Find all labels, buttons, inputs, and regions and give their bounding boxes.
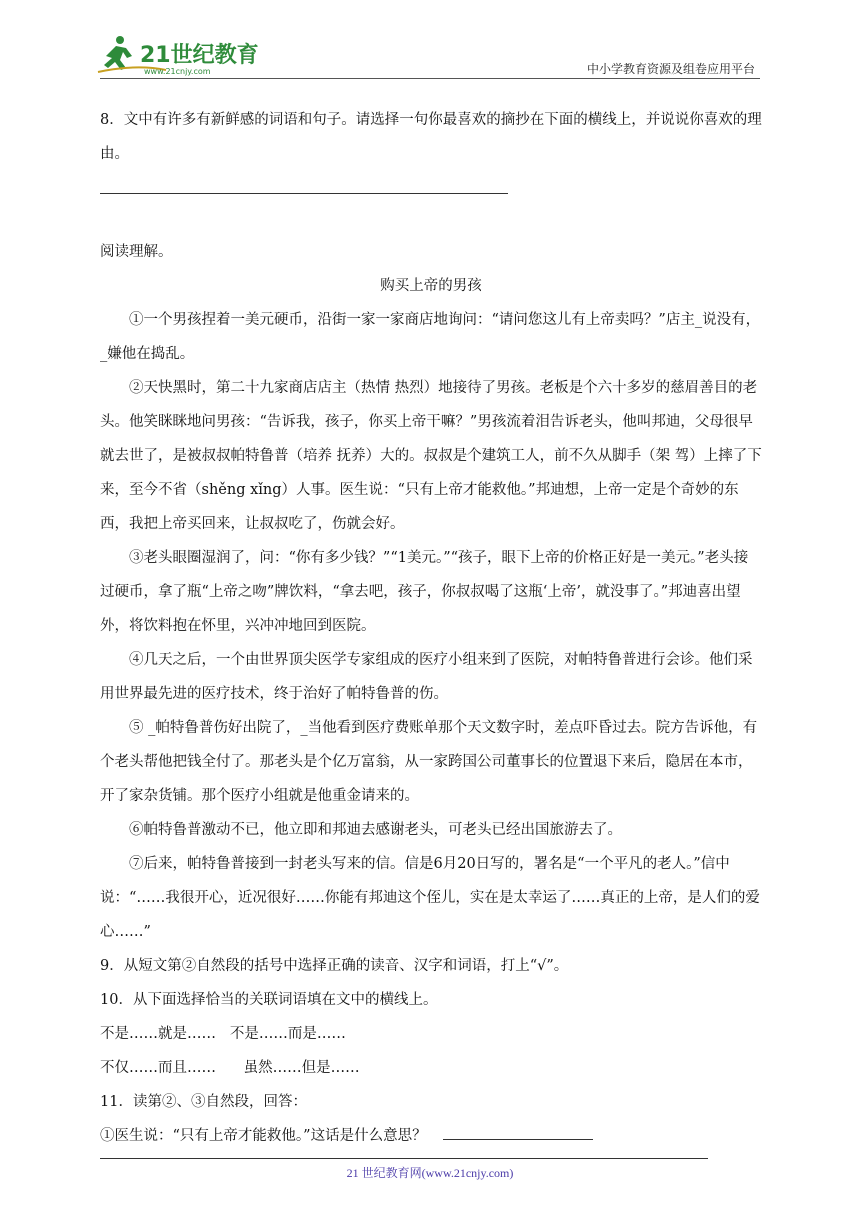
question-10: 10．从下面选择恰当的关联词语填在文中的横线上。 — [100, 992, 438, 1008]
page-footer: 21 世纪教育网(www.21cnjy.com) — [346, 1166, 514, 1180]
passage-paragraph-4: ④几天之后，一个由世界顶尖医学专家组成的医疗小组来到了医院，对帕特鲁普进行会诊。他们采用世界最先进的医疗技术，终于治好了帕特鲁普的伤。 — [100, 652, 753, 702]
passage-title: 购买上帝的男孩 — [380, 278, 482, 294]
footer-divider — [100, 1158, 708, 1159]
spacer — [100, 205, 762, 235]
svg-text:21世纪教育: 21世纪教育 — [140, 43, 259, 68]
reading-intro: 阅读理解。 — [100, 244, 173, 260]
passage-paragraph-2: ②天快黑时，第二十九家商店店主（热情 热烈）地接待了男孩。老板是个六十多岁的慈眉善目的老头。他笑眯眯地问男孩：“告诉我，孩子，你买上帝干嘛？”男孩流着泪告诉老头，他叫邦迪，父母很早就去世了，是被叔叔帕特鲁普（培养 抚养）大的。叔叔是个建筑工人，前不久从脚手（架 驾）上摔了下来，至今不省（shěng xǐng）人事。医生说：“只有上帝才能救他。”邦迪想，上帝一定是个奇妙的东西，我把上帝买回来，让叔叔吃了，伤就会好。 — [100, 380, 762, 532]
page-header — [0, 0, 860, 80]
site-logo — [96, 34, 261, 78]
passage-paragraph-1: ①一个男孩捏着一美元硬币，沿街一家一家商店地询问：“请问您这儿有上帝卖吗？”店主_说没有，_嫌他在捣乱。 — [100, 312, 761, 362]
worksheet-content — [100, 103, 762, 1153]
header-divider — [100, 78, 760, 79]
conjunction-options-row-1: 不是……就是…… 不是……而是…… — [100, 1026, 346, 1042]
question-11-sub-1-text: ①医生说：“只有上帝才能救他。”这话是什么意思？ — [100, 1128, 427, 1144]
svg-text:www.21cnjy.com: www.21cnjy.com — [144, 67, 211, 76]
passage-paragraph-3: ③老头眼圈湿润了，问：“你有多少钱？”“1美元。”“孩子，眼下上帝的价格正好是一美元。”老头接过硬币，拿了瓶“上帝之吻”牌饮料，“拿去吧，孩子，你叔叔喝了这瓶‘上帝’，就没事了。”邦迪喜出望外，将饮料抱在怀里，兴冲冲地回到医院。 — [100, 550, 749, 634]
question-8: 8．文中有许多有新鲜感的词语和句子。请选择一句你最喜欢的摘抄在下面的横线上，并说说你喜欢的理由。 — [100, 112, 762, 162]
passage-paragraph-7: ⑦后来，帕特鲁普接到一封老头写来的信。信是6月20日写的，署名是“一个平凡的老人。”信中说：“……我很开心，近况很好……你能有邦迪这个侄儿，实在是太幸运了……真正的上帝，是人们的爱心……” — [100, 856, 760, 940]
passage-paragraph-6: ⑥帕特鲁普激动不已，他立即和邦迪去感谢老头，可老头已经出国旅游去了。 — [129, 822, 622, 838]
passage-paragraph-5: ⑤ _帕特鲁普伤好出院了，_当他看到医疗费账单那个天文数字时，差点吓昏过去。院方告诉他，有个老头帮他把钱全付了。那老头是个亿万富翁，从一家跨国公司董事长的位置退下来后，隐居在本市，开了家杂货铺。那个医疗小组就是他重金请来的。 — [100, 720, 758, 804]
question-9: 9．从短文第②自然段的括号中选择正确的读音、汉字和词语，打上“√”。 — [100, 958, 569, 974]
question-11: 11．读第②、③自然段，回答： — [100, 1094, 307, 1110]
answer-blank[interactable] — [100, 171, 508, 194]
answer-blank-11-1[interactable] — [443, 1121, 593, 1140]
conjunction-options-row-2: 不仅……而且…… 虽然……但是…… — [100, 1060, 360, 1076]
question-11-sub-1 — [100, 1119, 762, 1153]
platform-name: 中小学教育资源及组卷应用平台 — [586, 62, 755, 76]
answer-line-8 — [100, 171, 762, 205]
